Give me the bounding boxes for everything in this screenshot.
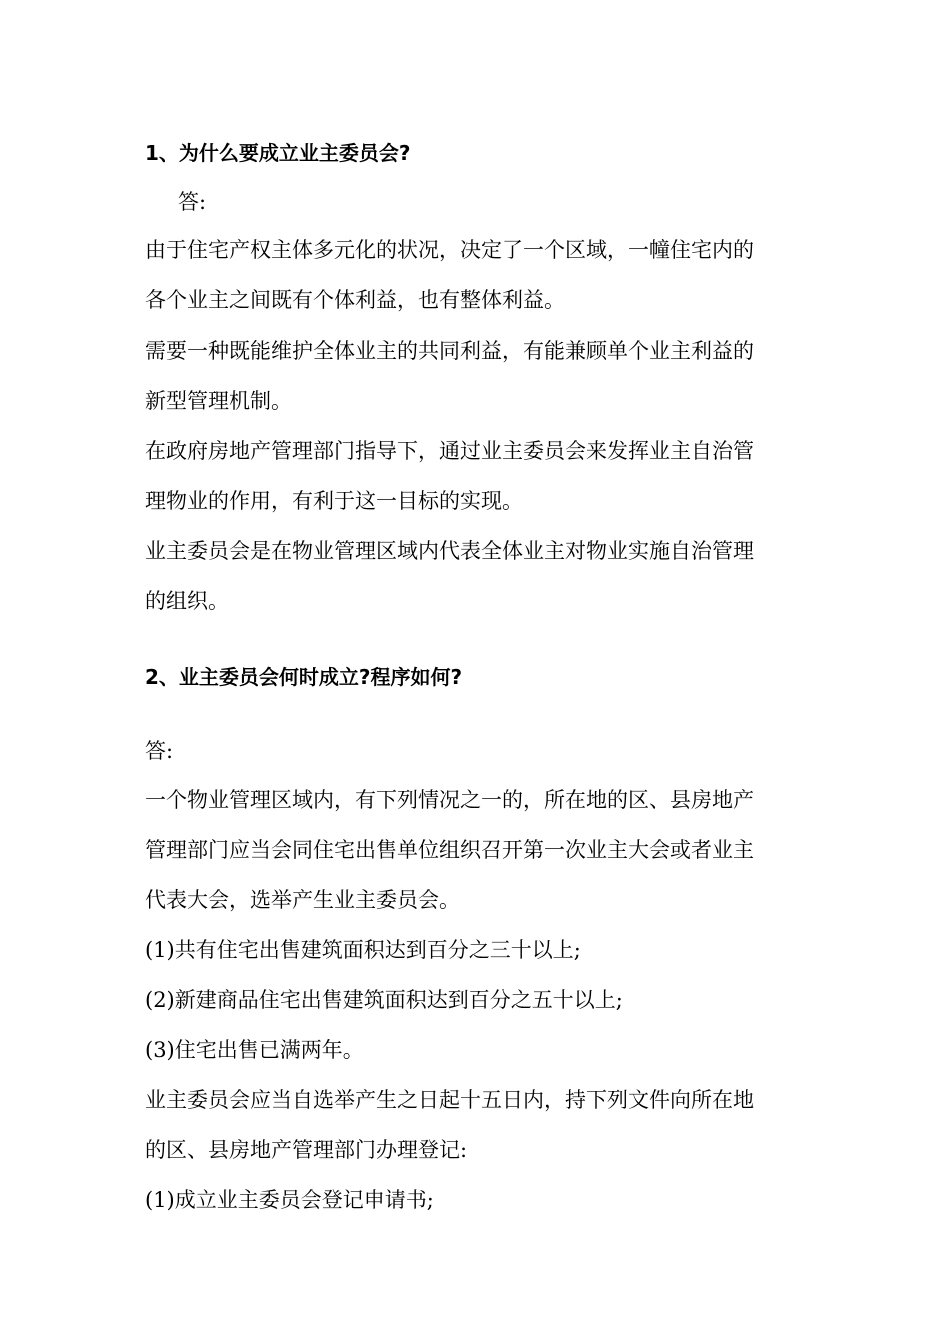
question-1-answer-line: 新型管理机制。 [145,389,292,413]
question-2-list-item: (2)新建商品住宅出售建筑面积达到百分之五十以上; [145,988,623,1012]
question-2-answer-line: 一个物业管理区域内，有下列情况之一的，所在地的区、县房地产 [145,788,754,812]
question-2-answer-label: 答: [145,739,174,763]
question-2-heading: 2、业主委员会何时成立?程序如何? [145,665,463,689]
question-2-answer-line: 代表大会，选举产生业主委员会。 [145,888,460,912]
question-2-answer-line: 的区、县房地产管理部门办理登记: [145,1138,468,1162]
question-2-list-item: (1)共有住宅出售建筑面积达到百分之三十以上; [145,938,581,962]
question-2-answer-line: 业主委员会应当自选举产生之日起十五日内，持下列文件向所在地 [145,1088,754,1112]
question-1-answer-label: 答: [178,190,207,214]
question-1-answer-line: 的组织。 [145,589,229,613]
question-1-answer-line: 需要一种既能维护全体业主的共同利益，有能兼顾单个业主利益的 [145,339,754,363]
question-1-heading: 1、为什么要成立业主委员会? [145,141,411,165]
question-2-list-item: (1)成立业主委员会登记申请书; [145,1188,434,1212]
question-2-answer-line: 管理部门应当会同住宅出售单位组织召开第一次业主大会或者业主 [145,838,754,862]
question-2-list-item: (3)住宅出售已满两年。 [145,1038,364,1062]
question-1-answer-line: 业主委员会是在物业管理区域内代表全体业主对物业实施自治管理 [145,539,754,563]
question-1-answer-line: 各个业主之间既有个体利益，也有整体利益。 [145,288,565,312]
question-1-answer-line: 在政府房地产管理部门指导下，通过业主委员会来发挥业主自治管 [145,439,754,463]
question-1-answer-line: 理物业的作用，有利于这一目标的实现。 [145,489,523,513]
question-1-answer-line: 由于住宅产权主体多元化的状况，决定了一个区域，一幢住宅内的 [145,238,754,262]
